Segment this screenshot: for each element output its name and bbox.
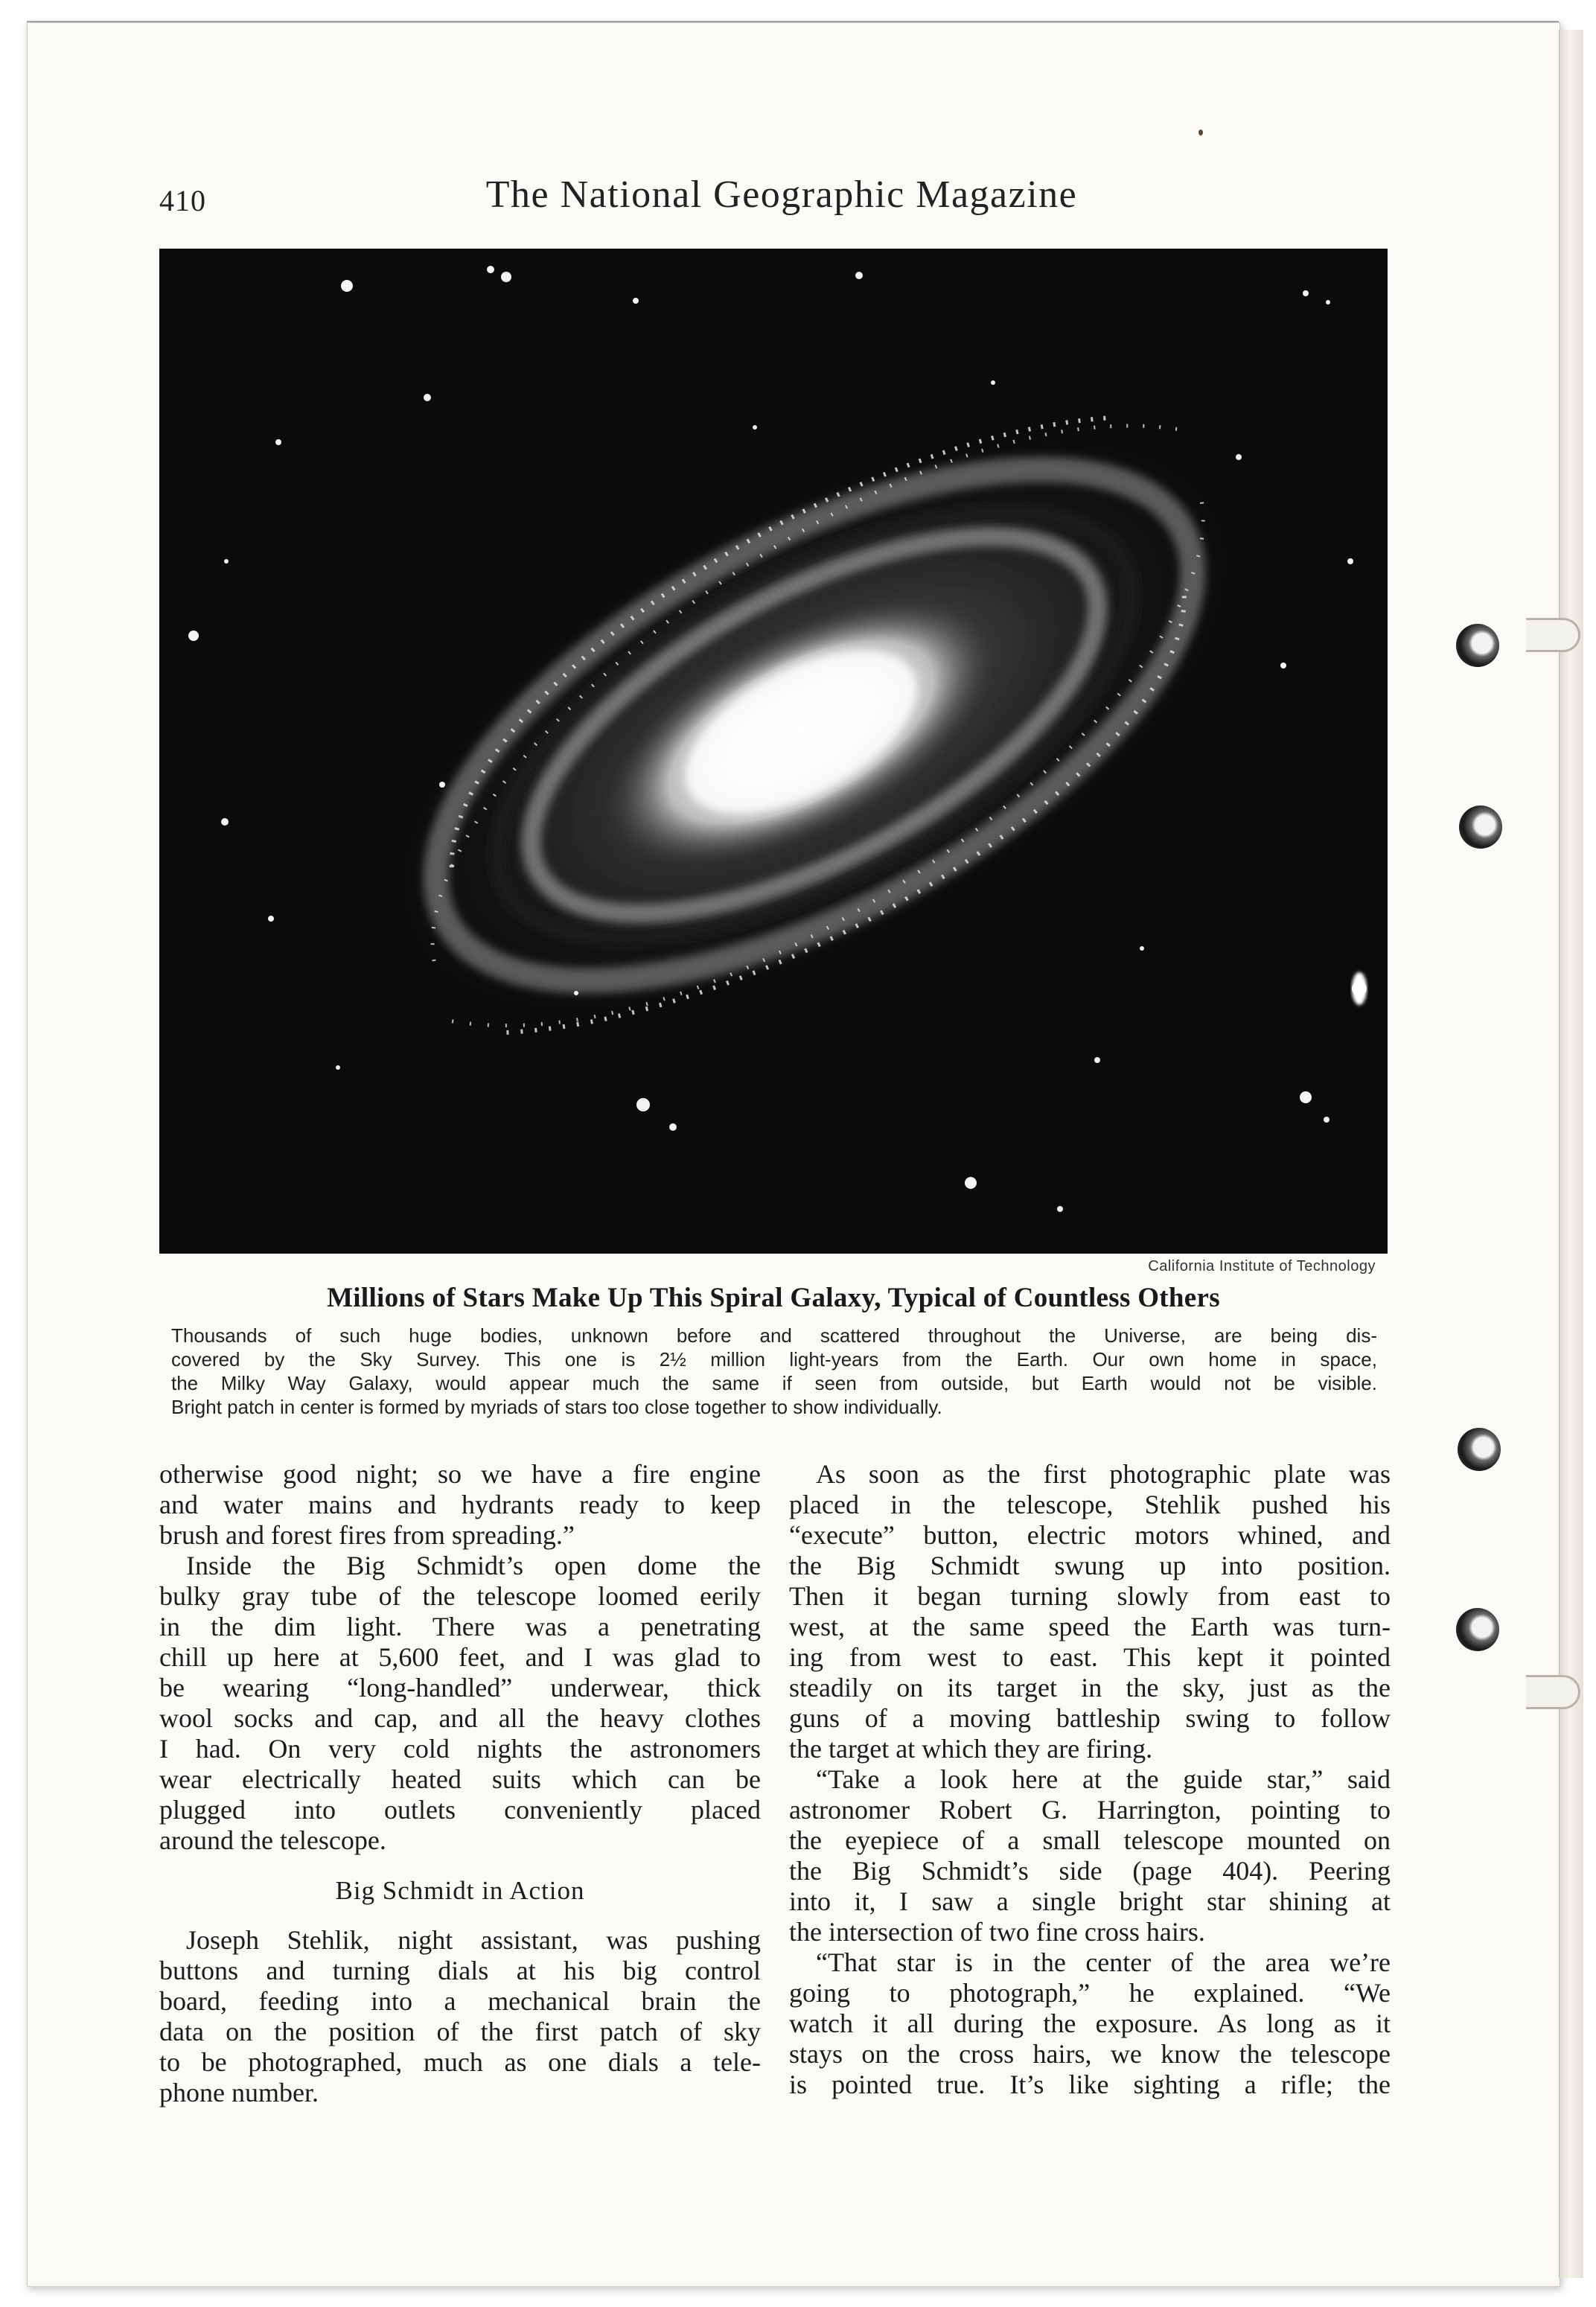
text-line: guns of a moving battleship swing to follow [789,1703,1391,1733]
text-line: As soon as the first photographic plate was [816,1459,1391,1489]
text-line: in the dim light. There was a penetrating [159,1612,761,1641]
text-line: brush and forest fires from spreading.” [159,1520,575,1550]
galaxy-image [159,249,1388,1254]
article-right-column [789,1459,1391,2100]
caption-line: Thousands of such huge bodies, unknown before and scattered throughout the Universe, are being dis- [171,1324,1377,1347]
article-left-column [159,1459,761,2108]
text-line: be wearing “long-handled” underwear, thick [159,1673,761,1703]
binder-tear [1526,618,1580,652]
text-line: board, feeding into a mechanical brain the [159,1986,761,2016]
text-line: plugged into outlets conveniently placed [159,1795,761,1825]
text-line: placed in the telescope, Stehlik pushed his [789,1490,1391,1519]
text-line: around the telescope. [159,1825,386,1855]
binder-hole [1456,1608,1499,1651]
caption-line: Bright patch in center is formed by myriads of stars too close together to show individually. [171,1396,942,1418]
text-line: bulky gray tube of the telescope loomed eerily [159,1581,761,1611]
caption-body [171,1324,1377,1419]
text-line: chill up here at 5,600 feet, and I was glad to [159,1642,761,1672]
text-line: phone number. [159,2078,319,2107]
text-line: the target at which they are firing. [789,1734,1153,1764]
text-line: and water mains and hydrants ready to keep [159,1490,761,1519]
text-line: “Take a look here at the guide star,” said [816,1764,1391,1794]
text-line: stays on the cross hairs, we know the telescope [789,2039,1391,2069]
text-line: the Big Schmidt swung up into position. [789,1551,1391,1580]
text-line: I had. On very cold nights the astronomers [159,1734,761,1764]
text-line: wear electrically heated suits which can be [159,1764,761,1794]
text-line: data on the position of the first patch of sky [159,2017,761,2046]
text-line: otherwise good night; so we have a fire engine [159,1459,761,1489]
text-line: buttons and turning dials at his big control [159,1956,761,1985]
galaxy-photo [159,249,1388,1254]
caption-title: Millions of Stars Make Up This Spiral Galaxy, Typical of Countless Others [327,1283,1220,1313]
text-line: steadily on its target in the sky, just as the [789,1673,1391,1703]
section-subhead: Big Schmidt in Action [335,1876,585,1905]
text-line: the Big Schmidt’s side (page 404). Peering [789,1856,1391,1886]
binder-tear [1526,1675,1580,1709]
running-head: The National Geographic Magazine [485,173,1078,216]
text-line: Joseph Stehlik, night assistant, was pushing [186,1925,761,1955]
text-line: the intersection of two fine cross hairs. [789,1917,1205,1947]
text-line: Then it began turning slowly from east to [789,1581,1391,1611]
binder-hole [1459,805,1502,849]
page-edge [1559,30,1583,2278]
ink-fleck [1198,130,1203,135]
caption-line: covered by the Sky Survey. This one is 2½ million light-years from the Earth. Our own home in space, [171,1348,1377,1371]
text-line: west, at the same speed the Earth was turn- [789,1612,1391,1641]
text-line: Inside the Big Schmidt’s open dome the [186,1551,761,1580]
text-line: “execute” button, electric motors whined, and [789,1520,1391,1550]
photo-credit: California Institute of Technology [1148,1258,1376,1274]
text-line: is pointed true. It’s like sighting a rifle; the [789,2070,1391,2099]
binder-hole [1456,624,1499,667]
text-line: “That star is in the center of the area we’re [816,1947,1391,1977]
text-line: watch it all during the exposure. As long as it [789,2008,1391,2038]
caption-line: the Milky Way Galaxy, would appear much the same if seen from outside, but Earth would not be visible. [171,1372,1377,1394]
text-line: astronomer Robert G. Harrington, pointing to [789,1795,1391,1825]
text-line: the eyepiece of a small telescope mounted on [789,1825,1391,1855]
page-number: 410 [159,184,206,217]
binder-hole [1458,1428,1501,1471]
text-line: wool socks and cap, and all the heavy clothes [159,1703,761,1733]
text-line: to be photographed, much as one dials a tele- [159,2047,761,2077]
text-line: going to photograph,” he explained. “We [789,1978,1391,2008]
text-line: ing from west to east. This kept it pointed [789,1642,1391,1672]
text-line: into it, I saw a single bright star shining at [789,1886,1391,1916]
